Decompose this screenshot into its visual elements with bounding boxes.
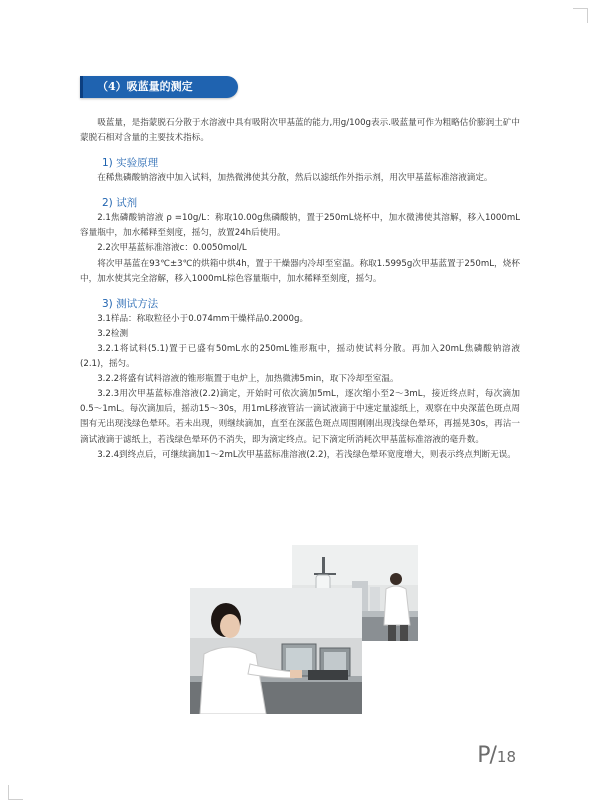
heading-principle: 1) 实验原理 — [102, 157, 159, 170]
content — [80, 116, 520, 463]
method-3-2-3: 3.2.3用次甲基蓝标准溶液(2.2)滴定，开始时可依次滴加5mL，逐次缩小至2～3mL，接近终点时，每次滴加0.5～1mL。每次滴加后，摇动15～30s，用1mL移液管沾一滴试液滴于中速定量滤纸上，观察在中央深蓝色斑点周围有无出现浅绿色晕环。若未出现，则继续滴加，直至在深蓝色斑点周围刚刚出现浅绿色晕环，再摇晃30s，再沾一滴试液滴于滤纸上，若浅绿色晕环仍不消失，即为滴定终点。记下滴定所消耗次甲基蓝标准溶液的毫升数。 — [80, 389, 520, 445]
method-3-2-4: 3.2.4到终点后，可继续滴加1～2mL次甲基蓝标准溶液(2.2)，若浅绿色晕环宽度增大，则表示终点判断无误。 — [97, 449, 516, 460]
heading-reagents: 2) 试剂 — [102, 197, 138, 210]
page-number-value: 18 — [496, 748, 516, 766]
page-number-slash: / — [489, 743, 497, 768]
principle-text: 在稀焦磷酸钠溶液中加入试料，加热微沸使其分散，然后以滤纸作外指示剂，用次甲基蓝标准溶液滴定。 — [97, 173, 493, 184]
method-3-1: 3.1样品：称取粒径小于0.074mm干燥样品0.2000g。 — [97, 313, 309, 324]
lab-photo-weighing — [190, 588, 362, 714]
section-title-bar — [80, 76, 238, 98]
section-title: （4）吸蓝量的测定 — [97, 80, 193, 93]
page-number — [477, 743, 516, 768]
intro-paragraph: 吸蓝量，是指蒙脱石分散于水溶液中具有吸附次甲基蓝的能力,用g/100g表示.吸蓝量可作为粗略估价膨润土矿中蒙脱石相对含量的主要技术指标。 — [80, 118, 520, 144]
method-3-2: 3.2检测 — [97, 328, 129, 339]
method-3-2-1: 3.2.1将试料(5.1)置于已盛有50mL水的250mL锥形瓶中，摇动使试料分散。再加入20mL焦磷酸钠溶液(2.1)，摇匀。 — [80, 343, 520, 370]
method-3-2-2: 3.2.2将盛有试料溶液的锥形瓶置于电炉上，加热微沸5min，取下冷却至室温。 — [97, 374, 399, 385]
crop-mark-bottom-left — [8, 785, 23, 800]
page-number-prefix: P — [477, 743, 490, 768]
heading-method: 3) 测试方法 — [102, 297, 159, 310]
reagent-2-2: 2.2次甲基蓝标准溶液c：0.0050mol/L — [97, 243, 247, 254]
reagent-2-2-prep: 将次甲基蓝在93℃±3℃的烘箱中烘4h，置于干燥器内冷却至室温。称取1.5995g次甲基蓝置于250mL，烧杯中，加水使其完全溶解，移入1000mL棕色容量瓶中，加水稀释至刻度，摇匀。 — [80, 258, 520, 284]
reagent-2-1: 2.1焦磷酸钠溶液 ρ =10g/L：称取10.00g焦磷酸钠，置于250mL烧杯中，加水微沸使其溶解，移入1000mL容量瓶中，加水稀释至刻度，摇匀，放置24h后使用。 — [80, 213, 520, 239]
crop-mark-top-right — [573, 8, 588, 23]
